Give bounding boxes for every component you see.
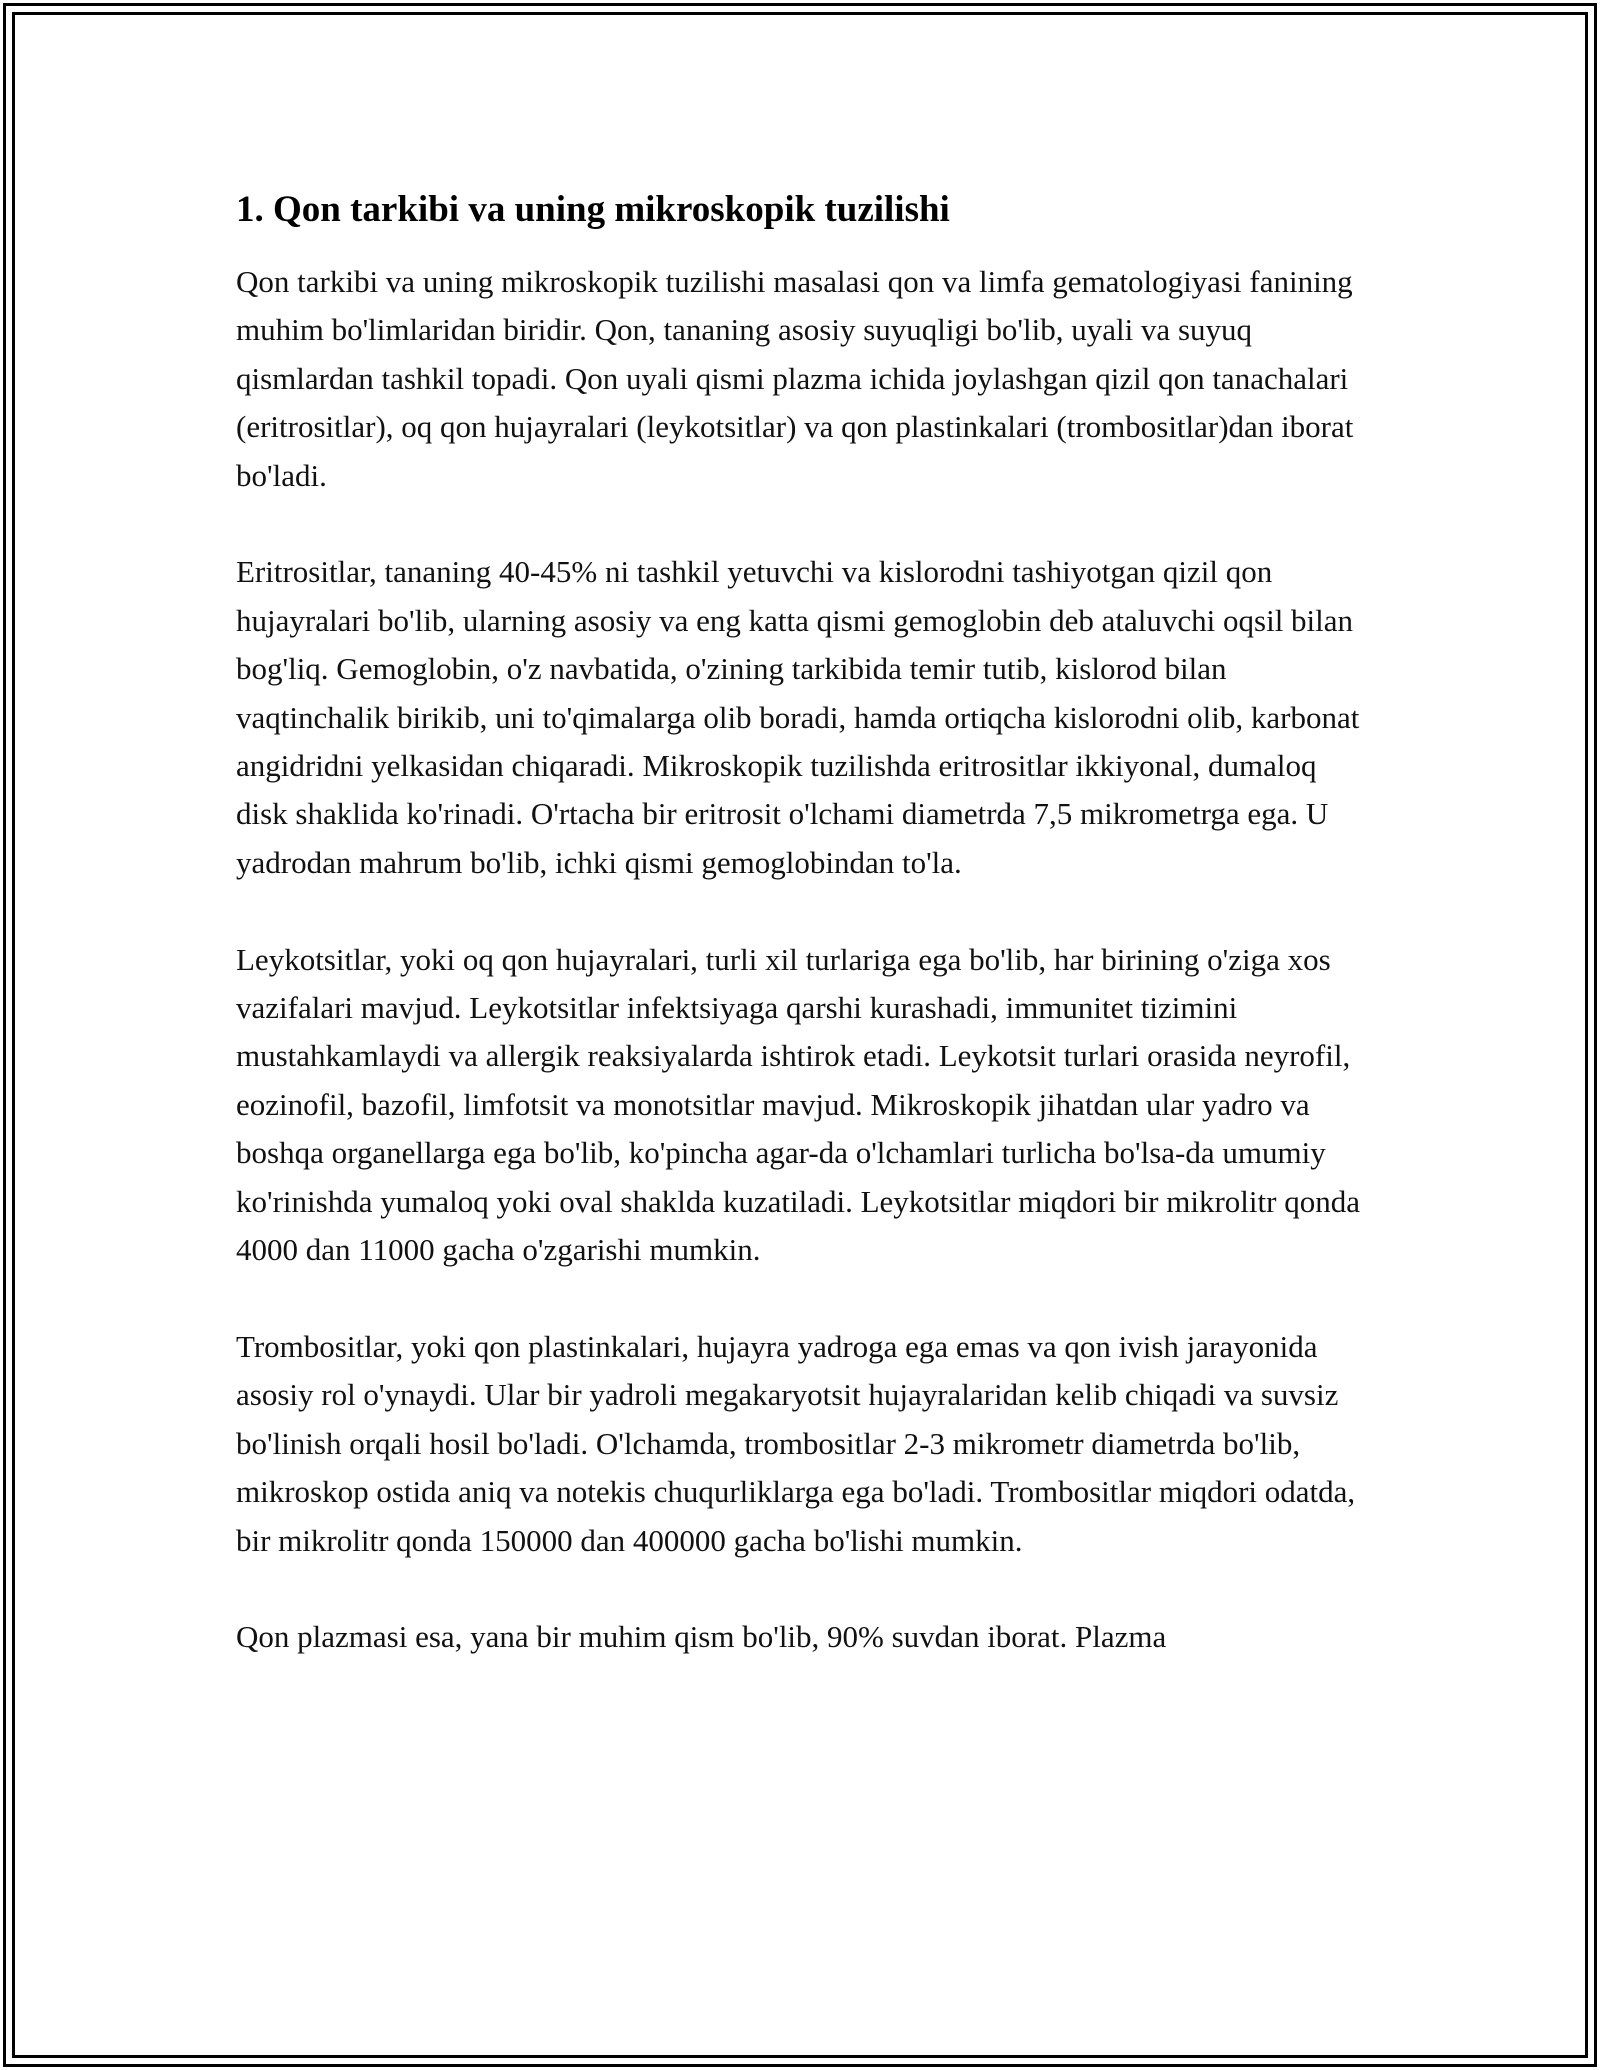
document-body xyxy=(236,188,1366,1710)
paragraph-erythrocytes: Eritrositlar, tananing 40-45% ni tashkil yetuvchi va kislorodni tashiyotgan qizil qon hujayralari bo'lib, ularning asosiy va eng katta qismi gemoglobin deb ataluvchi oqsil bilan bog'liq. Gemoglobin, o'z navbatida, o'zining tarkibida temir tutib, kislorod bilan vaqtinchalik birikib, uni to'qimalarga olib boradi, hamda ortiqcha kislorodni olib, karbonat angidridni yelkasidan chiqaradi. Mikroskopik tuzilishda eritrositlar ikkiyonal, dumaloq disk shaklida ko'rinadi. O'rtacha bir eritrosit o'lchami diametrda 7,5 mikrometrga ega. U yadrodan mahrum bo'lib, ichki qismi gemoglobindan to'la. xyxy=(236,554,1360,880)
paragraph-thrombocytes: Trombositlar, yoki qon plastinkalari, hujayra yadroga ega emas va qon ivish jarayonida asosiy rol o'ynaydi. Ular bir yadroli megakaryotsit hujayralaridan kelib chiqadi va suvsiz bo'linish orqali hosil bo'ladi. O'lchamda, trombositlar 2-3 mikrometr diametrda bo'lib, mikroskop ostida aniq va notekis chuqurliklarga ega bo'ladi. Trombositlar miqdori odatda, bir mikrolitr qonda 150000 dan 400000 gacha bo'lishi mumkin. xyxy=(236,1328,1356,1558)
paragraph-blood-composition: Qon tarkibi va uning mikroskopik tuzilishi masalasi qon va limfa gematologiyasi fanining muhim bo'limlaridan biridir. Qon, tananing asosiy suyuqligi bo'lib, uyali va suyuq qismlardan tashkil topadi. Qon uyali qismi plazma ichida joylashgan qizil qon tanachalari (eritrositlar), oq qon hujayralari (leykotsitlar) va qon plastinkalari (trombositlar)dan iborat bo'ladi. xyxy=(236,264,1354,493)
section-heading: 1. Qon tarkibi va uning mikroskopik tuzilishi xyxy=(236,189,950,230)
paragraph-leukocytes: Leykotsitlar, yoki oq qon hujayralari, turli xil turlariga ega bo'lib, har birining o'ziga xos vazifalari mavjud. Leykotsitlar infektsiyaga qarshi kurashadi, immunitet tizimini mustahkamlaydi va allergik reaksiyalarda ishtirok etadi. Leykotsit turlari orasida neyrofil, eozinofil, bazofil, limfotsit va monotsitlar mavjud. Mikroskopik jihatdan ular yadro va boshqa organellarga ega bo'lib, ko'pincha agar-da o'lchamlari turlicha bo'lsa-da umumiy ko'rinishda yumaloq yoki oval shakldа kuzatiladi. Leykotsitlar miqdori bir mikrolitr qonda 4000 dan 11000 gacha o'zgarishi mumkin. xyxy=(236,941,1360,1268)
paragraph-plasma: Qon plazmasi esa, yana bir muhim qism bo'lib, 90% suvdan iborat. Plazma xyxy=(236,1619,1167,1655)
